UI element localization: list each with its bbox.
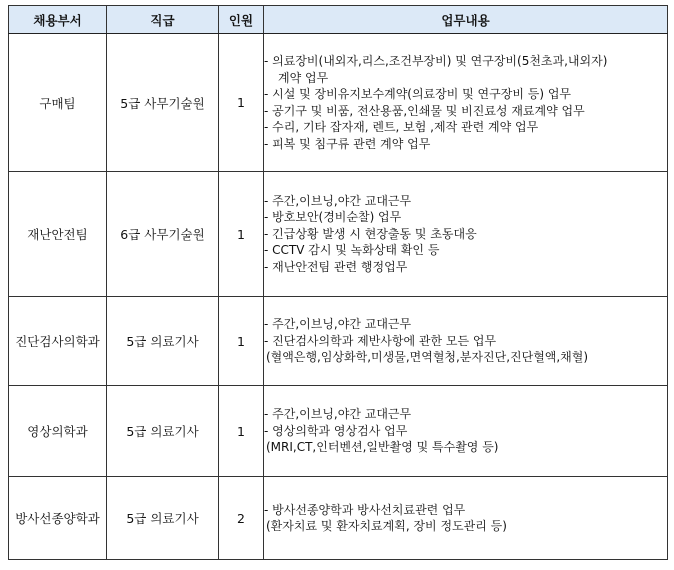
duties-cell <box>264 386 668 477</box>
duties-cell <box>264 34 668 172</box>
duties-cell <box>264 172 668 297</box>
table-row <box>9 386 668 477</box>
duties-cell <box>264 297 668 386</box>
department-cell: 방사선종양학과 <box>9 477 107 560</box>
table-row <box>9 172 668 297</box>
grade-cell: 5급 사무기술원 <box>107 34 219 172</box>
duties-cell <box>264 477 668 560</box>
duty-line: (MRI,CT,인터벤션,일반촬영 및 특수촬영 등) <box>266 440 499 455</box>
table-row <box>9 34 668 172</box>
header-duties: 업무내용 <box>264 6 668 34</box>
grade-cell: 5급 의료기사 <box>107 386 219 477</box>
duty-line: - 주간,이브닝,야간 교대근무 <box>264 317 412 332</box>
header-grade: 직급 <box>107 6 219 34</box>
duty-line: - 공기구 및 비품, 전산용품,인쇄물 및 비진료성 재료계약 업무 <box>264 103 585 118</box>
duty-line: - 진단검사의학과 제반사항에 관한 모든 업무 <box>264 333 497 348</box>
table-row <box>9 297 668 386</box>
department-cell: 구매팀 <box>9 34 107 172</box>
duty-line: - CCTV 감시 및 녹화상태 확인 등 <box>264 243 440 258</box>
duty-line: (혈액은행,임상화학,미생물,면역혈청,분자진단,진단혈액,채혈) <box>266 350 589 365</box>
grade-cell: 6급 사무기술원 <box>107 172 219 297</box>
duty-line: - 긴급상황 발생 시 현장출동 및 초동대응 <box>264 226 477 241</box>
headcount-cell: 1 <box>219 172 264 297</box>
headcount-cell: 1 <box>219 386 264 477</box>
headcount-cell: 2 <box>219 477 264 560</box>
headcount-cell: 1 <box>219 297 264 386</box>
duty-line: - 영상의학과 영상검사 업무 <box>264 423 408 438</box>
header-headcount: 인원 <box>219 6 264 34</box>
duty-line: (환자치료 및 환자치료계획, 장비 정도관리 등) <box>266 519 507 533</box>
department-cell: 영상의학과 <box>9 386 107 477</box>
duty-line: - 주간,이브닝,야간 교대근무 <box>264 407 412 422</box>
duty-line: 계약 업무 <box>278 70 329 85</box>
department-cell: 재난안전팀 <box>9 172 107 297</box>
duty-line: - 주간,이브닝,야간 교대근무 <box>264 193 412 208</box>
duty-line: - 의료장비(내외자,리스,조건부장비) 및 연구장비(5천초과,내외자) <box>264 54 608 68</box>
duty-line: - 피복 및 침구류 관련 계약 업무 <box>264 136 431 151</box>
duty-line: - 시설 및 장비유지보수계약(의료장비 및 연구장비 등) 업무 <box>264 87 572 101</box>
duty-line: - 방사선종양학과 방사선치료관련 업무 <box>264 502 466 517</box>
duty-line: - 방호보안(경비순찰) 업무 <box>264 210 402 225</box>
grade-cell: 5급 의료기사 <box>107 477 219 560</box>
grade-cell: 5급 의료기사 <box>107 297 219 386</box>
recruitment-table <box>8 5 668 560</box>
recruitment-table-container <box>8 5 667 560</box>
header-department: 채용부서 <box>9 6 107 34</box>
department-cell: 진단검사의학과 <box>9 297 107 386</box>
duty-line: - 수리, 기타 잡자재, 렌트, 보험 ,제작 관련 계약 업무 <box>264 120 539 134</box>
duty-line: - 재난안전팀 관련 행정업무 <box>264 259 408 274</box>
table-row <box>9 477 668 560</box>
table-header-row <box>9 6 668 34</box>
headcount-cell: 1 <box>219 34 264 172</box>
